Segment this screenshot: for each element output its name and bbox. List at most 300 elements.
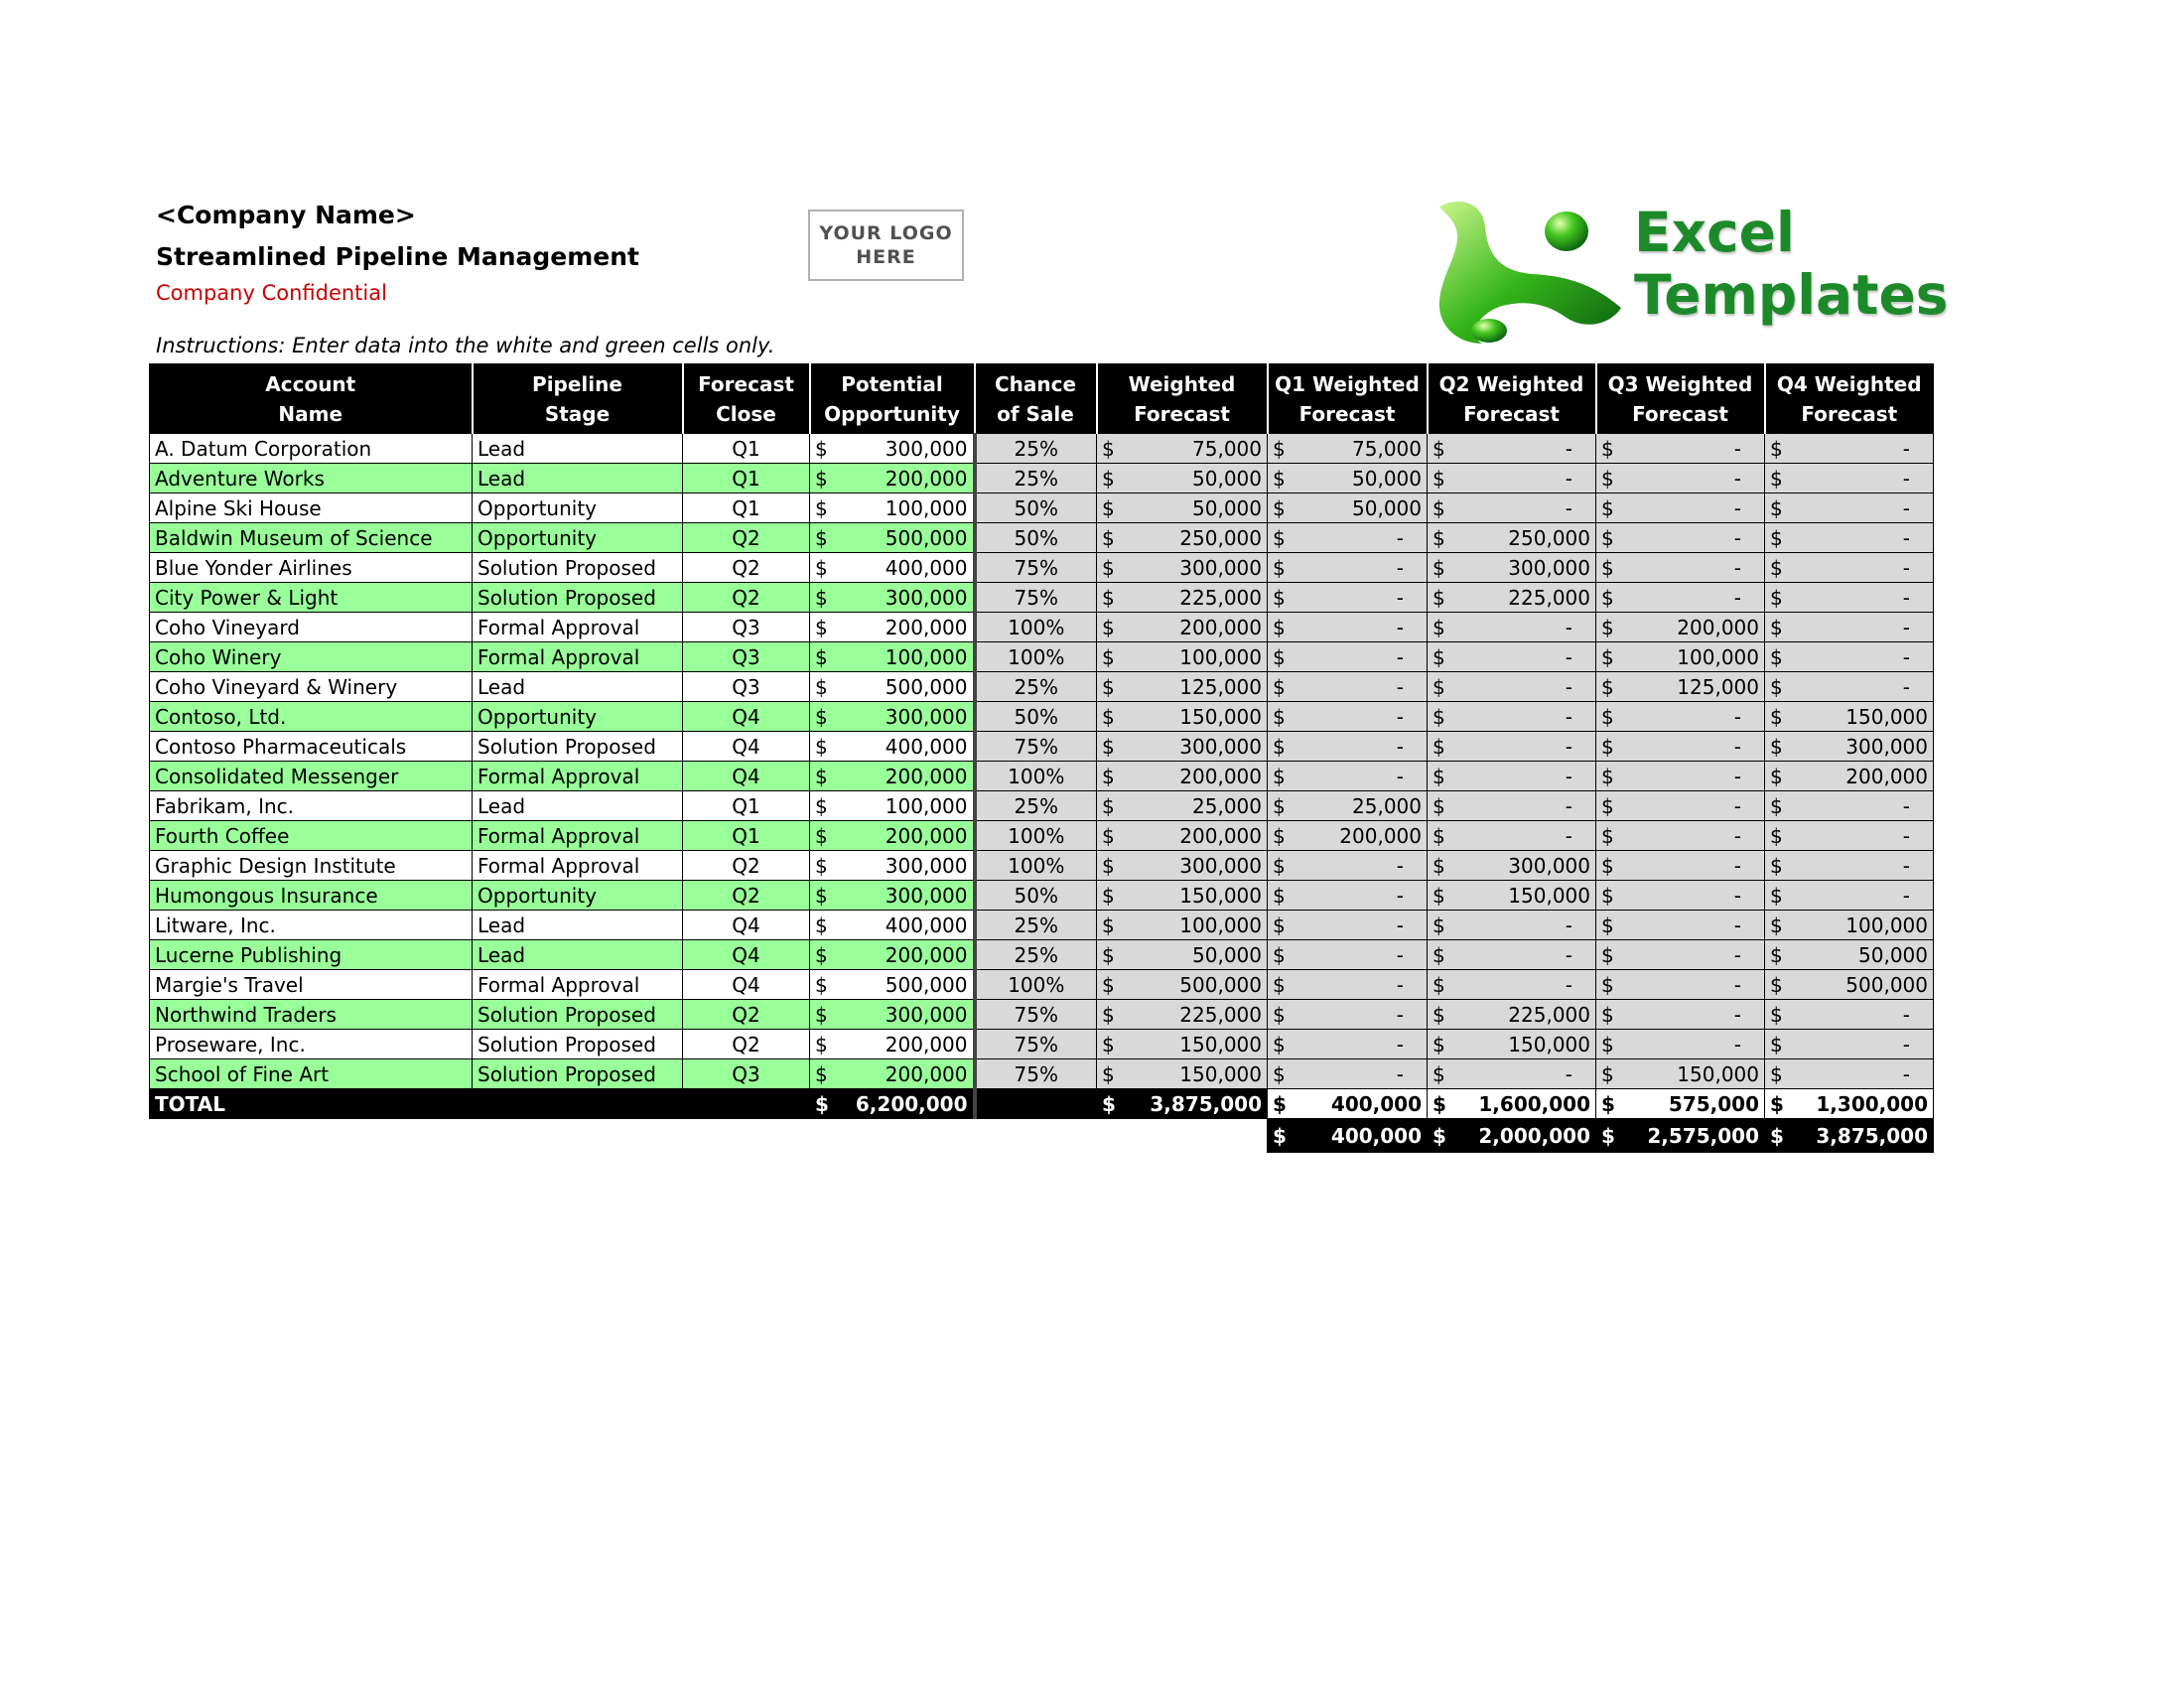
cell-value: 25,000 — [1192, 793, 1262, 818]
total-row — [150, 1089, 1934, 1119]
currency-symbol: $ — [1770, 436, 1783, 461]
cell-value: 300,000 — [1508, 555, 1590, 580]
cell-value: 150,000 — [1179, 883, 1262, 908]
cell-value: - — [1396, 942, 1404, 967]
forecast-close-cell[interactable]: Q1 — [683, 464, 810, 493]
q2-weighted-cell — [1428, 642, 1596, 672]
cell-value: - — [1396, 525, 1404, 550]
currency-symbol: $ — [1273, 1061, 1286, 1086]
excel-templates-logo — [1428, 197, 1949, 346]
cell-value: 200,000 — [885, 1032, 968, 1056]
currency-symbol: $ — [1601, 615, 1614, 639]
currency-symbol: $ — [1770, 644, 1783, 669]
pipeline-stage-cell[interactable]: Opportunity — [473, 881, 683, 911]
pipeline-stage-cell[interactable]: Solution Proposed — [473, 583, 683, 613]
cell-value: 150,000 — [1179, 1061, 1262, 1086]
cell-value: - — [1565, 942, 1572, 967]
currency-symbol: $ — [815, 525, 828, 550]
chance-of-sale-cell: 50% — [975, 881, 1097, 911]
cell-value: 200,000 — [1339, 823, 1422, 848]
pipeline-stage-cell[interactable]: Opportunity — [473, 493, 683, 523]
currency-symbol: $ — [1770, 1032, 1783, 1056]
header-q1-weighted: Q1 Weighted Forecast — [1268, 364, 1428, 434]
weighted-forecast-cell — [1097, 1059, 1268, 1089]
cell-value: - — [1902, 525, 1910, 550]
q3-weighted-cell — [1596, 1059, 1765, 1089]
pipeline-stage-cell[interactable]: Formal Approval — [473, 613, 683, 642]
potential-opportunity-cell[interactable] — [810, 940, 975, 970]
currency-symbol: $ — [1102, 793, 1115, 818]
potential-opportunity-cell[interactable] — [810, 672, 975, 702]
currency-symbol: $ — [1273, 674, 1286, 699]
cell-value: 300,000 — [1845, 734, 1928, 759]
pipeline-stage-cell[interactable]: Formal Approval — [473, 642, 683, 672]
currency-symbol: $ — [1273, 1002, 1286, 1027]
cell-value: - — [1396, 674, 1404, 699]
q2-weighted-cell — [1428, 940, 1596, 970]
potential-opportunity-cell[interactable] — [810, 1000, 975, 1030]
cell-value: 500,000 — [885, 972, 968, 997]
q4-weighted-cell — [1765, 493, 1934, 523]
cell-value: 300,000 — [1508, 853, 1590, 878]
account-name-cell[interactable]: Proseware, Inc. — [150, 1030, 473, 1059]
cell-value: - — [1396, 615, 1404, 639]
potential-opportunity-cell[interactable] — [810, 881, 975, 911]
q2-weighted-cell — [1428, 434, 1596, 464]
currency-symbol: $ — [815, 466, 828, 491]
currency-symbol: $ — [815, 764, 828, 788]
cell-value: - — [1396, 853, 1404, 878]
table-row — [150, 523, 1934, 553]
cell-value: - — [1733, 525, 1741, 550]
potential-opportunity-cell[interactable] — [810, 732, 975, 762]
q1-weighted-cell — [1268, 434, 1428, 464]
q2-weighted-cell — [1428, 762, 1596, 791]
table-row — [150, 493, 1934, 523]
q2-weighted-cell — [1428, 523, 1596, 553]
account-name-cell[interactable]: Coho Vineyard — [150, 613, 473, 642]
currency-symbol: $ — [1102, 466, 1115, 491]
chance-of-sale-cell: 100% — [975, 851, 1097, 881]
forecast-close-cell[interactable]: Q4 — [683, 762, 810, 791]
table-row — [150, 911, 1934, 940]
currency-symbol: $ — [1433, 644, 1445, 669]
cell-value: 150,000 — [1845, 704, 1928, 729]
account-name-cell[interactable]: City Power & Light — [150, 583, 473, 613]
account-name-cell[interactable]: A. Datum Corporation — [150, 434, 473, 464]
account-name-cell[interactable]: Margie's Travel — [150, 970, 473, 1000]
cumulative-row — [150, 1119, 1934, 1153]
q1-weighted-cell — [1268, 583, 1428, 613]
q1-weighted-cell — [1268, 821, 1428, 851]
cell-value: 50,000 — [1352, 495, 1422, 520]
pipeline-stage-cell[interactable]: Solution Proposed — [473, 732, 683, 762]
q1-weighted-cell — [1268, 642, 1428, 672]
account-name-cell[interactable]: Consolidated Messenger — [150, 762, 473, 791]
cell-value: - — [1733, 1032, 1741, 1056]
currency-symbol: $ — [1770, 466, 1783, 491]
chance-of-sale-cell: 25% — [975, 791, 1097, 821]
q2-weighted-cell — [1428, 702, 1596, 732]
cell-value: 400,000 — [885, 913, 968, 937]
chance-of-sale-cell: 100% — [975, 821, 1097, 851]
potential-opportunity-cell[interactable] — [810, 553, 975, 583]
cell-value: 150,000 — [1179, 1032, 1262, 1056]
account-name-cell[interactable]: Blue Yonder Airlines — [150, 553, 473, 583]
potential-opportunity-cell[interactable] — [810, 613, 975, 642]
table-row — [150, 553, 1934, 583]
forecast-close-cell[interactable]: Q2 — [683, 523, 810, 553]
account-name-cell[interactable]: School of Fine Art — [150, 1059, 473, 1089]
potential-opportunity-cell[interactable] — [810, 821, 975, 851]
currency-symbol: $ — [1273, 764, 1286, 788]
q1-weighted-cell — [1268, 1059, 1428, 1089]
pipeline-stage-cell[interactable]: Formal Approval — [473, 762, 683, 791]
q3-weighted-cell — [1596, 434, 1765, 464]
q3-weighted-cell — [1596, 464, 1765, 493]
pipeline-stage-cell[interactable]: Solution Proposed — [473, 553, 683, 583]
table-row — [150, 434, 1934, 464]
q1-weighted-cell — [1268, 613, 1428, 642]
account-name-cell[interactable]: Lucerne Publishing — [150, 940, 473, 970]
q1-weighted-cell — [1268, 1030, 1428, 1059]
currency-symbol: $ — [1433, 734, 1445, 759]
pipeline-stage-cell[interactable]: Lead — [473, 911, 683, 940]
potential-opportunity-cell[interactable] — [810, 762, 975, 791]
forecast-close-cell[interactable]: Q3 — [683, 1059, 810, 1089]
potential-opportunity-cell[interactable] — [810, 583, 975, 613]
weighted-forecast-cell — [1097, 911, 1268, 940]
potential-opportunity-cell[interactable] — [810, 851, 975, 881]
cell-value: 200,000 — [1677, 615, 1759, 639]
q4-weighted-cell — [1765, 434, 1934, 464]
cell-value: 50,000 — [1352, 466, 1422, 491]
currency-symbol: $ — [1601, 734, 1614, 759]
currency-symbol: $ — [1433, 466, 1445, 491]
currency-symbol: $ — [1433, 1061, 1445, 1086]
potential-opportunity-cell[interactable] — [810, 911, 975, 940]
account-name-cell[interactable]: Humongous Insurance — [150, 881, 473, 911]
chance-of-sale-cell: 50% — [975, 702, 1097, 732]
forecast-close-cell[interactable]: Q4 — [683, 911, 810, 940]
pipeline-stage-cell[interactable]: Formal Approval — [473, 821, 683, 851]
cell-value: 500,000 — [885, 674, 968, 699]
header-q3-weighted: Q3 Weighted Forecast — [1596, 364, 1765, 434]
header-pipeline-stage: Pipeline Stage — [473, 364, 683, 434]
cell-value: - — [1565, 674, 1572, 699]
cell-value: 300,000 — [885, 853, 968, 878]
logo-placeholder — [808, 210, 964, 281]
forecast-close-cell[interactable]: Q4 — [683, 940, 810, 970]
potential-opportunity-cell[interactable] — [810, 493, 975, 523]
potential-opportunity-cell[interactable] — [810, 434, 975, 464]
cell-value: - — [1902, 793, 1910, 818]
weighted-forecast-cell — [1097, 821, 1268, 851]
account-name-cell[interactable]: Coho Vineyard & Winery — [150, 672, 473, 702]
forecast-close-cell[interactable]: Q2 — [683, 583, 810, 613]
currency-symbol: $ — [1102, 883, 1115, 908]
currency-symbol: $ — [1601, 793, 1614, 818]
q4-weighted-cell — [1765, 553, 1934, 583]
currency-symbol: $ — [815, 585, 828, 610]
pipeline-stage-cell[interactable]: Solution Proposed — [473, 1000, 683, 1030]
cell-value: - — [1902, 644, 1910, 669]
q2-weighted-cell — [1428, 851, 1596, 881]
cell-value: 250,000 — [1179, 525, 1262, 550]
chance-of-sale-cell: 75% — [975, 553, 1097, 583]
currency-symbol: $ — [1273, 942, 1286, 967]
cell-value: - — [1565, 466, 1572, 491]
forecast-close-cell[interactable]: Q2 — [683, 1000, 810, 1030]
currency-symbol: $ — [815, 615, 828, 639]
account-name-cell[interactable]: Northwind Traders — [150, 1000, 473, 1030]
forecast-close-cell[interactable]: Q3 — [683, 613, 810, 642]
currency-symbol: $ — [815, 883, 828, 908]
cell-value: - — [1902, 436, 1910, 461]
weighted-forecast-cell — [1097, 464, 1268, 493]
cell-value: 300,000 — [885, 1002, 968, 1027]
cell-value: - — [1396, 1002, 1404, 1027]
currency-symbol: $ — [815, 436, 828, 461]
cell-value: 250,000 — [1508, 525, 1590, 550]
currency-symbol: $ — [1102, 764, 1115, 788]
pipeline-stage-cell[interactable]: Formal Approval — [473, 970, 683, 1000]
currency-symbol: $ — [1273, 436, 1286, 461]
account-name-cell[interactable]: Contoso, Ltd. — [150, 702, 473, 732]
q4-weighted-cell — [1765, 911, 1934, 940]
cell-value: - — [1733, 734, 1741, 759]
currency-symbol: $ — [1102, 525, 1115, 550]
chance-of-sale-cell: 25% — [975, 464, 1097, 493]
q1-weighted-cell — [1268, 493, 1428, 523]
currency-symbol: $ — [1601, 704, 1614, 729]
account-name-cell[interactable]: Litware, Inc. — [150, 911, 473, 940]
cell-value: - — [1902, 823, 1910, 848]
forecast-close-cell[interactable]: Q4 — [683, 702, 810, 732]
table-row — [150, 732, 1934, 762]
potential-opportunity-cell[interactable] — [810, 523, 975, 553]
table-row — [150, 940, 1934, 970]
q3-weighted-cell — [1596, 613, 1765, 642]
chance-of-sale-cell: 75% — [975, 583, 1097, 613]
pipeline-stage-cell[interactable]: Opportunity — [473, 702, 683, 732]
pipeline-stage-cell[interactable]: Lead — [473, 940, 683, 970]
weighted-forecast-cell — [1097, 970, 1268, 1000]
total-q2: $ 1,600,000 — [1428, 1089, 1596, 1119]
cell-value: 200,000 — [885, 823, 968, 848]
currency-symbol: $ — [1433, 495, 1445, 520]
currency-symbol: $ — [1102, 1032, 1115, 1056]
cell-value: - — [1396, 913, 1404, 937]
forecast-close-cell[interactable]: Q2 — [683, 851, 810, 881]
cell-value: - — [1733, 793, 1741, 818]
cell-value: - — [1902, 674, 1910, 699]
currency-symbol: $ — [1601, 883, 1614, 908]
table-row — [150, 672, 1934, 702]
currency-symbol: $ — [815, 704, 828, 729]
account-name-cell[interactable]: Adventure Works — [150, 464, 473, 493]
cell-value: - — [1902, 615, 1910, 639]
cell-value: 500,000 — [1845, 972, 1928, 997]
account-name-cell[interactable]: Coho Winery — [150, 642, 473, 672]
forecast-close-cell[interactable]: Q4 — [683, 732, 810, 762]
cell-value: 300,000 — [885, 883, 968, 908]
weighted-forecast-cell — [1097, 762, 1268, 791]
currency-symbol: $ — [1770, 883, 1783, 908]
pipeline-stage-cell[interactable]: Solution Proposed — [473, 1030, 683, 1059]
account-name-cell[interactable]: Fabrikam, Inc. — [150, 791, 473, 821]
account-name-cell[interactable]: Fourth Coffee — [150, 821, 473, 851]
currency-symbol: $ — [1770, 823, 1783, 848]
currency-symbol: $ — [1433, 615, 1445, 639]
q4-weighted-cell — [1765, 732, 1934, 762]
q4-weighted-cell — [1765, 940, 1934, 970]
cell-value: 150,000 — [1508, 883, 1590, 908]
chance-of-sale-cell: 75% — [975, 732, 1097, 762]
potential-opportunity-cell[interactable] — [810, 1059, 975, 1089]
q1-weighted-cell — [1268, 732, 1428, 762]
cell-value: 225,000 — [1179, 1002, 1262, 1027]
table-row — [150, 642, 1934, 672]
chance-of-sale-cell: 25% — [975, 940, 1097, 970]
q1-weighted-cell — [1268, 672, 1428, 702]
pipeline-stage-cell[interactable]: Lead — [473, 672, 683, 702]
potential-opportunity-cell[interactable] — [810, 702, 975, 732]
pipeline-stage-cell[interactable]: Solution Proposed — [473, 1059, 683, 1089]
currency-symbol: $ — [1273, 853, 1286, 878]
cell-value: - — [1396, 764, 1404, 788]
cell-value: 150,000 — [1179, 704, 1262, 729]
pipeline-stage-cell[interactable]: Formal Approval — [473, 851, 683, 881]
account-name-cell[interactable]: Alpine Ski House — [150, 493, 473, 523]
currency-symbol: $ — [1770, 853, 1783, 878]
q4-weighted-cell — [1765, 1059, 1934, 1089]
instructions-text: Instructions: Enter data into the white and green cells only. — [156, 334, 775, 357]
cell-value: - — [1902, 466, 1910, 491]
cell-value: - — [1565, 972, 1572, 997]
cell-value: - — [1396, 644, 1404, 669]
currency-symbol: $ — [1433, 704, 1445, 729]
cell-value: 100,000 — [1677, 644, 1759, 669]
forecast-close-cell[interactable]: Q1 — [683, 493, 810, 523]
potential-opportunity-cell[interactable] — [810, 642, 975, 672]
q3-weighted-cell — [1596, 493, 1765, 523]
q4-weighted-cell — [1765, 851, 1934, 881]
cell-value: - — [1565, 644, 1572, 669]
pipeline-stage-cell[interactable]: Lead — [473, 791, 683, 821]
q3-weighted-cell — [1596, 970, 1765, 1000]
currency-symbol: $ — [1273, 466, 1286, 491]
brand-swoosh-icon — [1428, 197, 1636, 346]
currency-symbol: $ — [1273, 704, 1286, 729]
currency-symbol: $ — [1770, 585, 1783, 610]
cell-value: - — [1565, 1061, 1572, 1086]
cumulative-q4: $ 3,875,000 — [1765, 1119, 1934, 1153]
currency-symbol: $ — [1433, 883, 1445, 908]
cell-value: 300,000 — [1179, 734, 1262, 759]
q3-weighted-cell — [1596, 702, 1765, 732]
cell-value: - — [1733, 1002, 1741, 1027]
pipeline-stage-cell[interactable]: Opportunity — [473, 523, 683, 553]
total-q1: $ 400,000 — [1268, 1089, 1428, 1119]
cell-value: - — [1733, 466, 1741, 491]
currency-symbol: $ — [815, 1032, 828, 1056]
account-name-cell[interactable]: Contoso Pharmaceuticals — [150, 732, 473, 762]
header-forecast-close: Forecast Close — [683, 364, 810, 434]
currency-symbol: $ — [1102, 704, 1115, 729]
q4-weighted-cell — [1765, 523, 1934, 553]
cell-value: - — [1902, 853, 1910, 878]
chance-of-sale-cell: 75% — [975, 1059, 1097, 1089]
chance-of-sale-cell: 50% — [975, 493, 1097, 523]
brand-text-line-1: Excel — [1634, 201, 1795, 264]
pipeline-table — [149, 363, 1934, 1153]
currency-symbol: $ — [1102, 585, 1115, 610]
table-row — [150, 1059, 1934, 1089]
chance-of-sale-cell: 100% — [975, 970, 1097, 1000]
currency-symbol: $ — [1601, 525, 1614, 550]
cell-value: 125,000 — [1677, 674, 1759, 699]
forecast-close-cell[interactable]: Q2 — [683, 881, 810, 911]
currency-symbol: $ — [1433, 1032, 1445, 1056]
pipeline-stage-cell[interactable]: Lead — [473, 434, 683, 464]
forecast-close-cell[interactable]: Q2 — [683, 553, 810, 583]
cell-value: 200,000 — [885, 1061, 968, 1086]
cell-value: - — [1396, 704, 1404, 729]
weighted-forecast-cell — [1097, 1030, 1268, 1059]
currency-symbol: $ — [1770, 704, 1783, 729]
q1-weighted-cell — [1268, 791, 1428, 821]
forecast-close-cell[interactable]: Q1 — [683, 791, 810, 821]
currency-symbol: $ — [1273, 913, 1286, 937]
account-name-cell[interactable]: Graphic Design Institute — [150, 851, 473, 881]
weighted-forecast-cell — [1097, 583, 1268, 613]
forecast-close-cell[interactable]: Q3 — [683, 642, 810, 672]
q3-weighted-cell — [1596, 1030, 1765, 1059]
weighted-forecast-cell — [1097, 553, 1268, 583]
currency-symbol: $ — [1433, 823, 1445, 848]
pipeline-stage-cell[interactable]: Lead — [473, 464, 683, 493]
cell-value: 100,000 — [1179, 644, 1262, 669]
cell-value: - — [1733, 823, 1741, 848]
forecast-close-cell[interactable]: Q1 — [683, 821, 810, 851]
cell-value: - — [1733, 555, 1741, 580]
potential-opportunity-cell[interactable] — [810, 970, 975, 1000]
currency-symbol: $ — [1273, 734, 1286, 759]
forecast-close-cell[interactable]: Q2 — [683, 1030, 810, 1059]
chance-of-sale-cell: 100% — [975, 762, 1097, 791]
potential-opportunity-cell[interactable] — [810, 464, 975, 493]
weighted-forecast-cell — [1097, 851, 1268, 881]
forecast-close-cell[interactable]: Q3 — [683, 672, 810, 702]
currency-symbol: $ — [1601, 495, 1614, 520]
cell-value: 100,000 — [885, 793, 968, 818]
currency-symbol: $ — [1601, 823, 1614, 848]
potential-opportunity-cell[interactable] — [810, 791, 975, 821]
currency-symbol: $ — [1601, 585, 1614, 610]
forecast-close-cell[interactable]: Q4 — [683, 970, 810, 1000]
q3-weighted-cell — [1596, 1000, 1765, 1030]
currency-symbol: $ — [1273, 585, 1286, 610]
account-name-cell[interactable]: Baldwin Museum of Science — [150, 523, 473, 553]
chance-of-sale-cell: 75% — [975, 1030, 1097, 1059]
currency-symbol: $ — [1102, 972, 1115, 997]
potential-opportunity-cell[interactable] — [810, 1030, 975, 1059]
forecast-close-cell[interactable]: Q1 — [683, 434, 810, 464]
q4-weighted-cell — [1765, 464, 1934, 493]
cell-value: - — [1733, 495, 1741, 520]
cell-value: 150,000 — [1677, 1061, 1759, 1086]
